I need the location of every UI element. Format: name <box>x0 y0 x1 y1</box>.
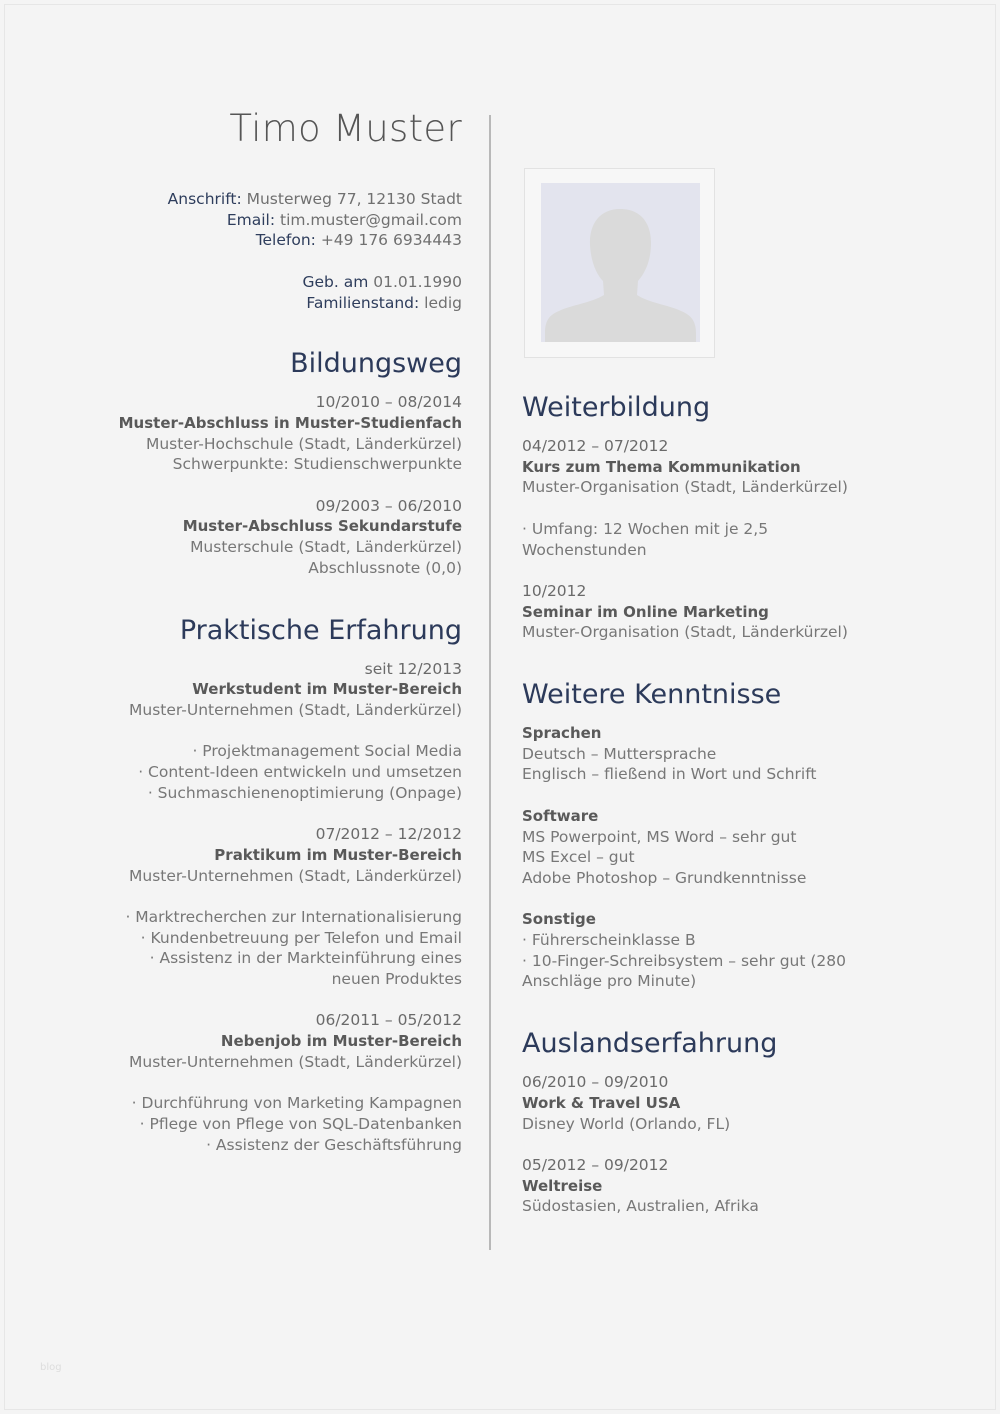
training-entry: 04/2012 – 07/2012 Kurs zum Thema Kommunikation Muster-Organisation (Stadt, Länderkürzel) · Umfang: 12 Wochen mit je 2,5 Wochenstunden <box>522 437 848 559</box>
birth-date: Geb. am 01.01.1990 <box>302 272 462 291</box>
person-silhouette-icon <box>541 183 700 342</box>
contact-phone: Telefon: +49 176 6934443 <box>255 231 462 250</box>
training-section <box>522 436 942 643</box>
skills-group: Sprachen Deutsch – Muttersprache Englisch – fließend in Wort und Schrift <box>522 724 817 784</box>
experience-section <box>60 659 462 1156</box>
education-section <box>60 392 462 578</box>
abroad-section <box>522 1072 942 1217</box>
skills-group: Software MS Powerpoint, MS Word – sehr gut MS Excel – gut Adobe Photoshop – Grundkenntnisse <box>522 806 807 887</box>
contact-email: Email: tim.muster@gmail.com <box>226 210 462 229</box>
experience-entry: 06/2011 – 05/2012 Nebenjob im Muster-Bereich Muster-Unternehmen (Stadt, Länderkürzel) · Durchführung von Marketing Kampagnen · Pflege von Pflege von SQL-Datenbanken · Assistenz der Geschäftsführung <box>129 1011 462 1154</box>
section-heading-weiterbildung: Weiterbildung <box>522 392 711 423</box>
education-entry: 10/2010 – 08/2014 Muster-Abschluss in Muster-Studienfach Muster-Hochschule (Stadt, Länderkürzel) Schwerpunkte: Studienschwerpunkte <box>118 393 462 474</box>
column-divider <box>489 115 491 1250</box>
experience-entry: 07/2012 – 12/2012 Praktikum im Muster-Bereich Muster-Unternehmen (Stadt, Länderkürzel) · Marktrecherchen zur Internationalisierung · Kundenbetreuung per Telefon und Email · Assistenz in der Markteinführung eines neuen Produktes <box>125 825 462 989</box>
marital-status: Familienstand: ledig <box>306 293 462 312</box>
photo-frame <box>524 168 715 358</box>
abroad-entry: 06/2010 – 09/2010 Work & Travel USA Disney World (Orlando, FL) <box>522 1073 731 1133</box>
skills-group: Sonstige · Führerscheinklasse B · 10-Finger-Schreibsystem – sehr gut (280 Anschläge pro Minute) <box>522 910 847 991</box>
watermark-text: blog <box>40 1362 62 1373</box>
training-entry: 10/2012 Seminar im Online Marketing Muster-Organisation (Stadt, Länderkürzel) <box>522 581 848 642</box>
experience-entry: seit 12/2013 Werkstudent im Muster-Bereich Muster-Unternehmen (Stadt, Länderkürzel) · Projektmanagement Social Media · Content-Ideen entwickeln und umsetzen · Suchmaschienenoptimierung (Onpage) <box>129 659 462 802</box>
section-heading-ausland: Auslandserfahrung <box>522 1028 778 1060</box>
skills-section <box>522 723 942 992</box>
contact-block <box>60 189 462 313</box>
right-column <box>522 390 942 1217</box>
left-column <box>60 105 462 1155</box>
contact-address: Anschrift: Musterweg 77, 12130 Stadt <box>167 190 462 208</box>
candidate-name: Timo Muster <box>229 107 462 150</box>
abroad-entry: 05/2012 – 09/2012 Weltreise Südostasien, Australien, Afrika <box>522 1155 759 1216</box>
section-heading-kenntnisse: Weitere Kenntnisse <box>522 679 782 710</box>
section-heading-bildungsweg: Bildungsweg <box>290 348 462 380</box>
section-heading-erfahrung: Praktische Erfahrung <box>179 614 462 646</box>
education-entry: 09/2003 – 06/2010 Muster-Abschluss Sekundarstufe Musterschule (Stadt, Länderkürzel) Abschlussnote (0,0) <box>182 496 462 577</box>
